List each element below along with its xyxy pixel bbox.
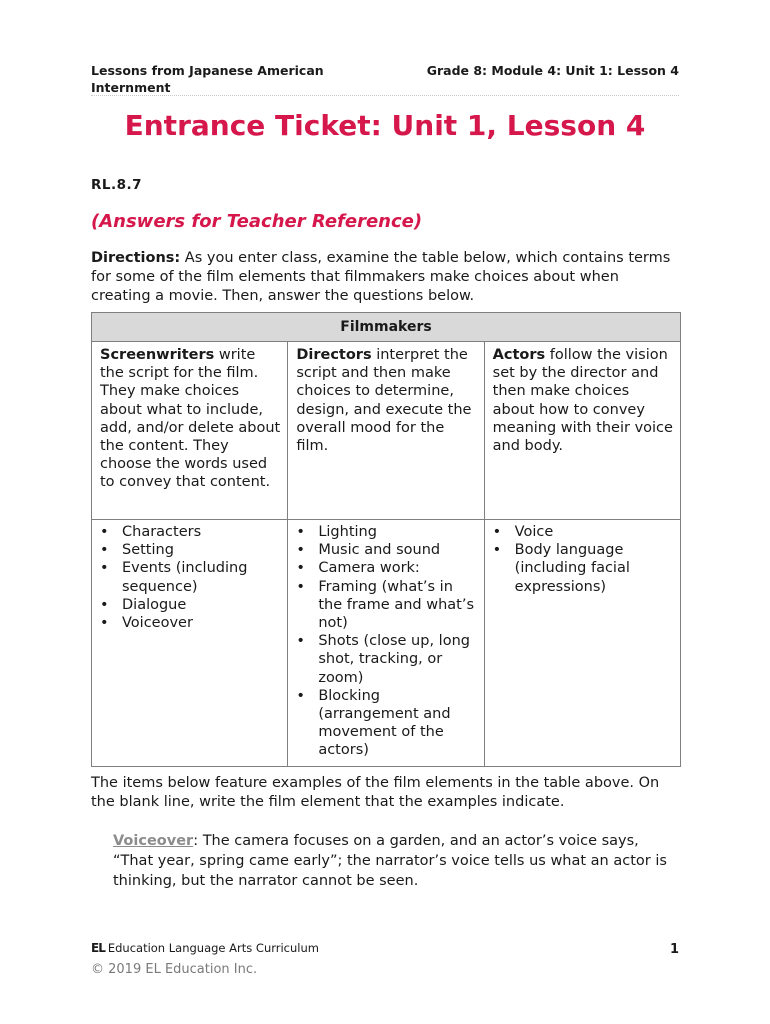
- directors-elements-cell: [288, 520, 484, 767]
- list-item: • Shots (close up, long shot, tracking, or zoom): [296, 632, 476, 687]
- header-module-title: Lessons from Japanese American Internment: [91, 63, 324, 95]
- list-item: • Blocking (arrangement and movement of the actors): [296, 687, 476, 760]
- table-row-descriptions: [92, 342, 681, 520]
- list-item: • Dialogue: [100, 596, 280, 614]
- copyright-notice: © 2019 EL Education Inc.: [91, 962, 258, 977]
- answer-blank-value: Voiceover: [113, 833, 194, 849]
- header-lesson-reference: Grade 8: Module 4: Unit 1: Lesson 4: [426, 63, 679, 78]
- table-header: Filmmakers: [92, 313, 681, 342]
- list-item: • Camera work:: [296, 559, 476, 577]
- list-item: • Voice: [493, 523, 673, 541]
- table-row-elements: [92, 520, 681, 767]
- items-intro-paragraph: The items below feature examples of the film elements in the table above. On the blank line, write the film element that the examples indicate.: [91, 775, 660, 810]
- directions-paragraph: [91, 249, 681, 306]
- role-description: write the script for the film. They make choices about what to include, add, and/or delete about the content. They choose the words used to convey that content.: [100, 347, 281, 491]
- actors-elements-cell: [484, 520, 680, 767]
- list-item: • Music and sound: [296, 541, 476, 559]
- actors-description-cell: [484, 342, 680, 520]
- list-item: • Lighting: [296, 523, 476, 541]
- list-item: • Characters: [100, 523, 280, 541]
- role-label: Screenwriters: [100, 347, 215, 363]
- page-title: Entrance Ticket: Unit 1, Lesson 4: [124, 109, 646, 142]
- example-text: : The camera focuses on a garden, and an actor’s voice says, “That year, spring came early”; the narrator’s voice tells us what an actor is thinking, but the narrator cannot be seen.: [113, 833, 667, 889]
- standard-code: RL.8.7: [91, 177, 143, 193]
- page-header: [91, 62, 679, 96]
- role-label: Actors: [492, 347, 546, 363]
- list-item: • Framing (what’s in the frame and what’s not): [296, 578, 476, 633]
- screenwriters-elements-cell: [92, 520, 288, 767]
- element-list: [493, 523, 673, 596]
- directors-description-cell: [288, 342, 484, 520]
- list-item: • Setting: [100, 541, 280, 559]
- screenwriters-description-cell: [92, 342, 288, 520]
- teacher-reference-subtitle: (Answers for Teacher Reference): [91, 211, 423, 232]
- logo-text: Education Language Arts Curriculum: [107, 941, 319, 955]
- filmmakers-table: [91, 312, 681, 767]
- role-description: interpret the script and then make choices to determine, design, and execute the overall mood for the film.: [296, 347, 472, 455]
- list-item: • Events (including sequence): [100, 559, 280, 595]
- page-number: 1: [669, 942, 679, 957]
- role-label: Directors: [296, 347, 372, 363]
- example-item: [113, 831, 683, 891]
- element-list: [100, 523, 280, 632]
- directions-label: Directions:: [91, 250, 181, 266]
- el-logo-icon: EL: [91, 941, 105, 955]
- list-item: • Voiceover: [100, 614, 280, 632]
- list-item: • Body language (including facial expressions): [493, 541, 673, 596]
- role-description: follow the vision set by the director and then make choices about how to convey meaning with their voice and body.: [492, 347, 673, 455]
- curriculum-logo: [91, 941, 319, 955]
- directions-text: As you enter class, examine the table below, which contains terms for some of the film elements that filmmakers make choices about when creating a movie. Then, answer the questions below.: [91, 250, 671, 304]
- element-list: [296, 523, 476, 760]
